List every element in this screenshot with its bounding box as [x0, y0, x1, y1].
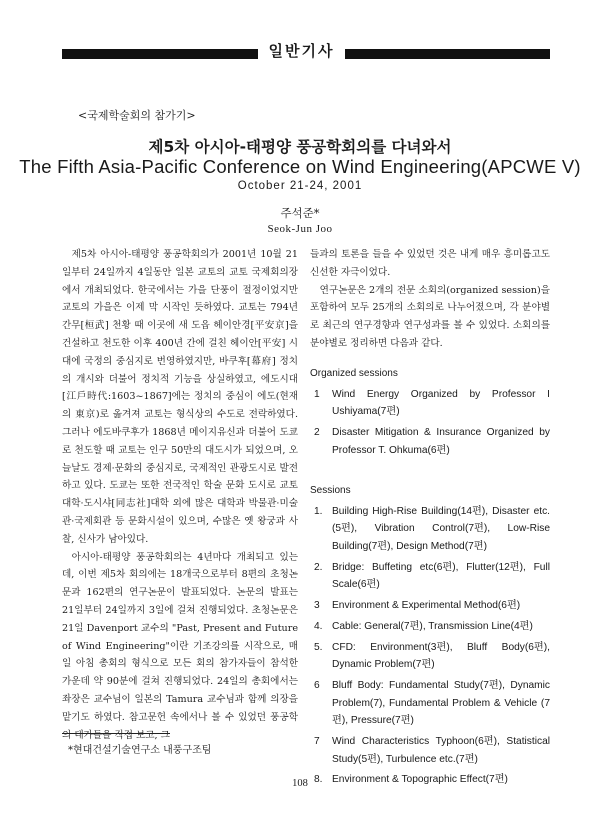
body-column-left: [62, 246, 298, 744]
list-item: 3 Environment & Experimental Method(6편): [314, 600, 521, 612]
footnote-rule: [62, 733, 170, 734]
list-item: 5. CFD: Environment(3편), Bluff Body(6편), Dynamic Problem(7편): [314, 641, 550, 671]
conference-date: October 21-24, 2001: [237, 180, 363, 192]
organized-sessions-heading: Organized sessions: [310, 367, 398, 379]
list-item: 1 Wind Energy Organized by Professor I Ushiyama(7편): [314, 388, 550, 418]
body-column-right: [310, 246, 550, 792]
author-name-english: Seok-Jun Joo: [267, 223, 333, 235]
body-paragraph: 연구논문은 2개의 전문 소회의(organized session)을 포함하여 모두 25개의 소회의로 나누어졌으며, 각 분야별로 최근의 연구경향과 연구성과를 볼 수 있었다. 소회의를 분야별로 정리하면 다음과 같다.: [310, 284, 550, 349]
page-number: 108: [292, 778, 308, 789]
header-rule-right: [345, 49, 550, 59]
list-item: 2. Bridge: Buffeting etc(6편), Flutter(12편), Full Scale(6편): [314, 561, 550, 591]
list-item: 4. Cable: General(7편), Transmission Line(4편): [314, 620, 533, 632]
sessions-heading: Sessions: [310, 484, 351, 496]
list-item: 2 Disaster Mitigation & Insurance Organized by Professor T. Ohkuma(6편): [314, 427, 550, 456]
header-rule-left: [62, 49, 258, 59]
body-paragraph: 아시아-태평양 풍공학회의는 4년마다 개최되고 있는데, 이번 제5차 회의에는 18개국으로부터 8편의 초청논문과 162편의 연구논문이 발표되었다. 논문의 발표는 21일부터 24일까지 3일에 걸쳐 진행되었다. 초청논문은 21일 Davenport 교수의 "Past, Present and Future of Wind Engineering"이란 기조강의를 시작으로, 매일 아침 총회의 형식으로 모든 회의 참가자들이 참석한 가운데 약 90분에 걸쳐 진행되었다. 24일의 총회에서는 좌장은 교수님이 일본의 Tamura 교수님과 함께 의장을 맡기도 하였다. 참고문헌 속에서나 볼 수 있었던 풍공학의 대가들을 직접 보고, 그: [62, 551, 298, 741]
article-title-korean: 제5차 아시아-태평양 풍공학회의를 다녀와서: [148, 138, 452, 156]
organized-sessions-list: [310, 386, 550, 460]
section-title: 일반기사: [268, 42, 335, 60]
footnote: *현대건설기술연구소 내풍구조팀: [68, 745, 212, 756]
author-name-korean: 주석준*: [280, 206, 320, 220]
list-item: 1. Building High-Rise Building(14편), Disaster etc.(5편), Vibration Control(7편), Low-Rise Building(7편), Design Method(7편): [314, 505, 550, 552]
list-item: 6 Bluff Body: Fundamental Study(7편), Dynamic Problem(7), Fundamental Problem & Vehicle (7편), Pressure(7편): [314, 679, 550, 727]
list-item: 7 Wind Characteristics Typhoon(6편), Statistical Study(5편), Turbulence etc.(7편): [314, 736, 550, 765]
article-title-english: The Fifth Asia-Pacific Conference on Wind Engineering(APCWE V): [19, 156, 581, 177]
body-paragraph: 들과의 토론을 들을 수 있었던 것은 내게 매우 흥미롭고도 신선한 자극이었다.: [310, 249, 550, 278]
sessions-list: [310, 503, 550, 790]
list-item: 8. Environment & Topographic Effect(7편): [314, 774, 508, 786]
series-label: <국제학술회의 참가기>: [78, 109, 196, 122]
body-paragraph: 제5차 아시아-태평양 풍공학회의가 2001년 10월 21일부터 24일까지 4일동안 일본 교토의 교토 국제회의장에서 개최되었다. 한국에서는 가을 단풍이 절정이었지만 교토의 가을은 이제 막 시작인 듯하였다. 교토는 794년 간무[桓武] 천황 때 이곳에 새 도읍 헤이안경[平安京]을 건설하고 천도한 이후 400년 간에 걸친 헤이안[平安] 시대에 국정의 중심지로 번영하였지만, 바쿠후[幕府] 정치의 개시와 더불어 정치적 기능을 상실하였고, 에도시대[江戶時代:1603~1867]에는 정치의 중심이 에도(현재의 東京)로 옮겨져 교토는 형식상의 수도로 전락하였다. 그러나 에도바쿠후가 1868년 메이지유신과 더불어 도쿄로 천도할 때 교토는 인구 50만의 대도시가 되었으며, 오늘날도 경제·문화의 중심지로, 국제적인 관광도시로 발전하고 있다. 도쿄는 또한 전국적인 학술 문화 도시로 교토대학·도시샤[同志社]대학 외에 많은 대학과 박물관·미술관·국제회관 등 문화시설이 있으며, 수많은 옛 왕궁과 사찰, 신사가 남아있다.: [62, 249, 298, 545]
